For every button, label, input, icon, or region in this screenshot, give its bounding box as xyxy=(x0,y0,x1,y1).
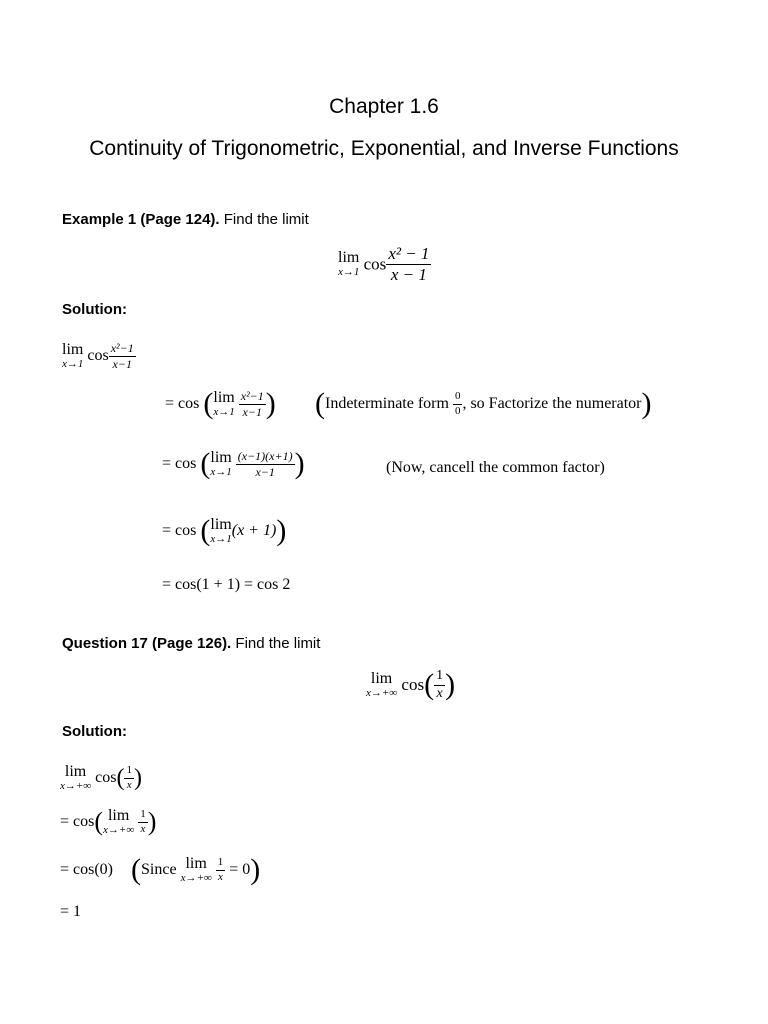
example-1-statement xyxy=(62,211,309,228)
question-17-final: = 1 xyxy=(60,903,82,920)
question-17-step-1: = cos( lim x→+∞ $\frac{1}{x}$ ) xyxy=(60,807,157,836)
example-1-step-4: = cos(1 + 1) = cos 2 xyxy=(162,576,291,593)
question-17-prompt: Find the limit xyxy=(235,635,321,652)
example-1-note-cancel: (Now, cancell the common factor) xyxy=(386,459,605,476)
example-1-label: Example 1 (Page 124). xyxy=(62,211,220,228)
example-1-solution-start: lim x→1 cos $\frac{\text{x²−1}}{x-1}$ xyxy=(62,341,134,371)
question-17-solution-label: Solution: xyxy=(62,723,127,740)
question-17-statement xyxy=(62,635,320,652)
question-17-step-2: = cos(0) (Since lim x→+∞ $\frac{1}{x}$ = 0) xyxy=(60,853,261,886)
question-17-limit-expression: lim x→+∞ cos( $\frac{1}{x}$ ) xyxy=(366,668,456,702)
chapter-heading: Chapter 1.6 xyxy=(329,95,439,118)
example-1-step-1: = cos ( lim x→1 $\frac{\text{x²−1}}{x-1}$ ) xyxy=(165,387,276,420)
example-1-note-indeterminate: (Indeterminate form $\frac{0}{0}$ , so Factorize the numerator) xyxy=(315,387,652,420)
example-1-limit-expression: lim x→1 cos $\frac{\text{x² − 1}}{x - 1}$ xyxy=(338,244,430,284)
example-1-prompt: Find the limit xyxy=(223,211,309,228)
example-1-solution-label: Solution: xyxy=(62,301,127,318)
question-17-solution-start: lim x→+∞ cos( $\frac{1}{x}$ ) xyxy=(60,763,142,792)
example-1-step-3: = cos ( lim x→1 (x + 1)) xyxy=(162,514,287,547)
example-1-step-2: = cos ( lim x→1 $\frac{(x-1)(x+1)}{x-1}$ ) xyxy=(162,447,305,480)
question-17-label: Question 17 (Page 126). xyxy=(62,635,232,652)
section-title: Continuity of Trigonometric, Exponential, and Inverse Functions xyxy=(89,137,679,160)
